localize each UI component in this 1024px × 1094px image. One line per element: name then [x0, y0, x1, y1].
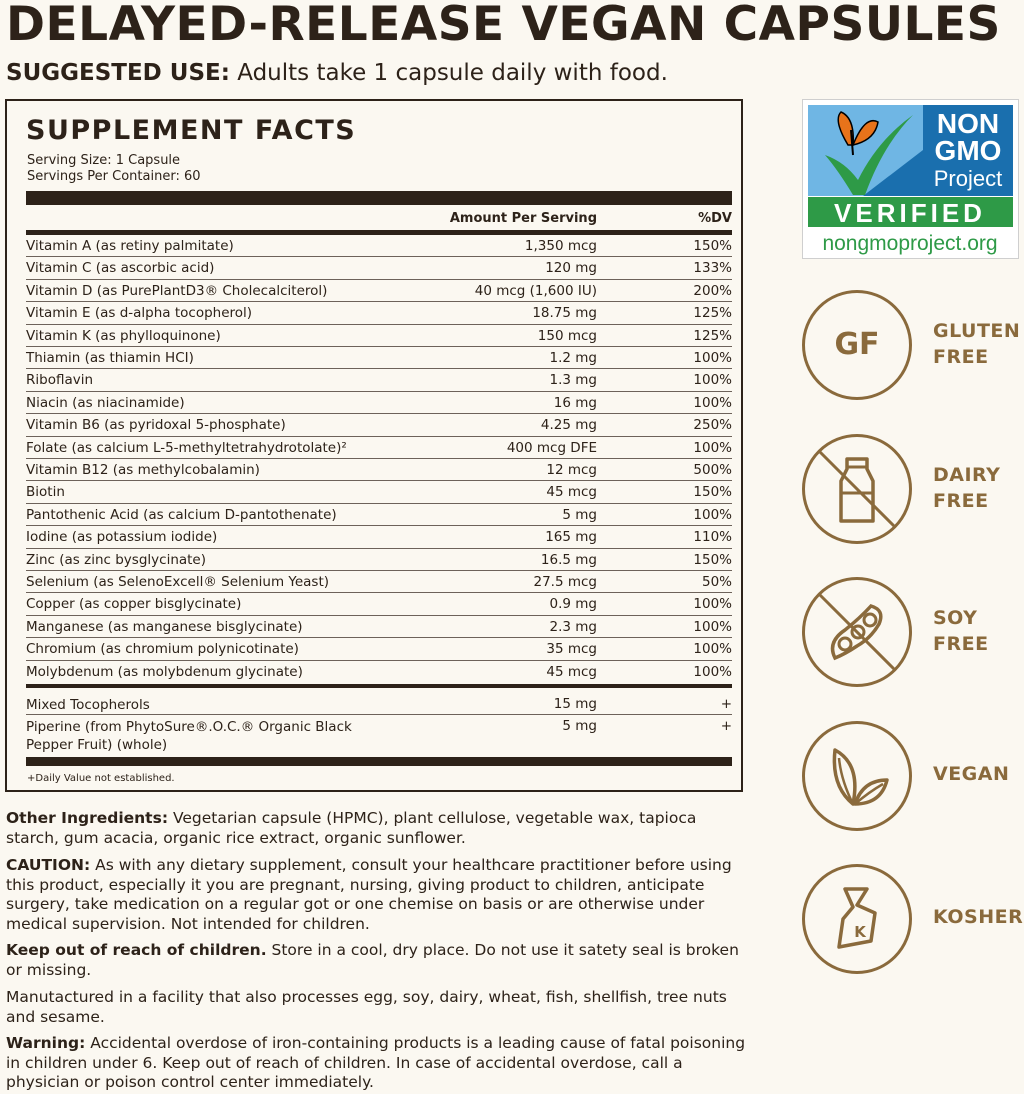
nutrient-amount: 16 mg: [553, 394, 597, 411]
nutrient-dv: 100%: [693, 350, 732, 366]
serving-info: [27, 153, 201, 185]
nutrient-name: Vitamin B6 (as pyridoxal 5-phosphate): [26, 417, 286, 434]
nutrient-name: Molybdenum (as molybdenum glycinate): [26, 663, 303, 680]
nutrient-dv: 100%: [693, 394, 732, 411]
nutrient-amount: 18.75 mg: [532, 305, 597, 322]
facts-row: [26, 504, 732, 526]
nutrient-dv: 500%: [693, 462, 732, 478]
dv-header: %DV: [698, 211, 732, 226]
nutrient-name: Pantothenic Acid (as calcium D-pantothenate): [26, 506, 337, 523]
nutrient-dv: 150%: [693, 238, 732, 254]
nongmo-line3: Project: [933, 166, 1003, 191]
warning-label: Warning:: [6, 1034, 86, 1052]
nutrient-dv: 110%: [693, 529, 732, 546]
nutrient-amount: 16.5 mg: [540, 551, 597, 568]
facts-row: [26, 280, 732, 302]
caution: [6, 856, 746, 934]
nutrient-amount: 165 mg: [545, 529, 597, 546]
facts-row: [26, 459, 732, 481]
nutrient-dv: 100%: [693, 618, 732, 635]
nongmo-line1: NON: [936, 108, 1000, 139]
facts-row: [26, 481, 732, 503]
page-title: DELAYED-RELEASE VEGAN CAPSULES: [6, 0, 1001, 52]
nutrient-dv: 200%: [693, 282, 732, 299]
nutrient-name: Biotin: [26, 484, 65, 501]
nutrient-dv: 150%: [693, 484, 732, 501]
facts-row: [26, 302, 732, 324]
soybean-pod-icon: [805, 580, 909, 684]
facts-row: [26, 257, 732, 279]
nutrient-dv: 133%: [693, 260, 732, 277]
gluten-free-label: [933, 318, 1020, 370]
nutrient-amount: 45 mcg: [546, 484, 597, 501]
supplement-facts-heading: SUPPLEMENT FACTS: [26, 115, 357, 146]
facts-row: [26, 414, 732, 436]
nongmo-url: nongmoproject.org: [822, 232, 998, 255]
serving-size: Serving Size: 1 Capsule: [27, 153, 181, 168]
nutrient-name: Vitamin E (as d-alpha tocopherol): [26, 305, 253, 322]
facts-row: [26, 325, 732, 347]
nutrient-name: Vitamin K (as phylloquinone): [26, 327, 221, 344]
nutrient-name: Vitamin B12 (as methylcobalamin): [26, 462, 260, 478]
nutrient-amount: 5 mg: [562, 506, 597, 523]
ingredient-dv: +: [720, 696, 732, 712]
non-gmo-verified-badge: [802, 99, 1019, 259]
nutrient-amount: 45 mcg: [546, 663, 597, 680]
ingredient-amount: 15 mg: [553, 696, 597, 712]
nutrient-name: Niacin (as niacinamide): [26, 394, 185, 411]
facts-column-header: [26, 208, 732, 230]
keep-out-label: Keep out of reach of children.: [6, 941, 267, 959]
soy-free-label: [933, 605, 989, 657]
nutrient-name: Folate (as calcium L-5-methyltetrahydrotolate)²: [26, 439, 347, 456]
nutrient-dv: 125%: [693, 327, 732, 344]
nutrient-dv: 150%: [693, 551, 732, 568]
non-gmo-logo: [803, 100, 1018, 258]
gluten-label-line1: GLUTEN: [933, 320, 1021, 342]
facts-row: [26, 526, 732, 548]
nutrient-dv: 100%: [693, 372, 732, 389]
nutrient-name: Iodine (as potassium iodide): [26, 529, 218, 546]
nutrient-amount: 2.3 mg: [549, 618, 597, 635]
dairy-free-badge: [802, 434, 1020, 549]
nutrient-dv: 250%: [693, 417, 732, 434]
servings-per-container: Servings Per Container: 60: [27, 169, 201, 184]
dairy-free-label: [933, 462, 1000, 514]
nutrient-name: Vitamin A (as retiny palmitate): [26, 238, 234, 254]
nutrient-dv: 100%: [693, 641, 732, 658]
gluten-label-line2: FREE: [933, 346, 989, 368]
warning-text: Accidental overdose of iron-containing products is a leading cause of fatal poisoning in children under 6. Keep out of reach of children. In case of accidental overdose, call a physician or poison control center immediately.: [6, 1034, 746, 1091]
facts-footnote: +Daily Value not established.: [27, 773, 175, 784]
gluten-free-icon: [802, 290, 912, 400]
dairy-free-icon: [802, 434, 912, 544]
nutrient-amount: 400 mcg DFE: [506, 439, 597, 456]
nutrient-amount: 0.9 mg: [549, 596, 597, 613]
milk-bottle-icon: [805, 437, 909, 541]
facility-notice: Manutactured in a facility that also processes egg, soy, dairy, wheat, fish, shellfish, tree nuts and sesame.: [6, 988, 727, 1026]
nutrient-dv: 100%: [693, 439, 732, 456]
nutrient-name: Manganese (as manganese bisglycinate): [26, 618, 303, 635]
warning: [6, 1034, 746, 1093]
facts-extra-row: [26, 715, 732, 755]
facts-row: [26, 392, 732, 414]
kosher-icon: [802, 864, 912, 974]
facts-row: [26, 369, 732, 391]
kosher-mark-icon: [805, 867, 909, 971]
kosher-mark: K: [854, 923, 866, 941]
soy-label-line2: FREE: [933, 633, 989, 655]
nutrient-name: Zinc (as zinc bysglycinate): [26, 551, 207, 568]
suggested-use-text: Adults take 1 capsule daily with food.: [229, 60, 668, 86]
caution-text: As with any dietary supplement, consult your healthcare practitioner before using this product, especially it you are pregnant, nursing, giving product to children, anticipate surgery, take medication on a regular got or one chemise on basis or are otherwise under medical supervision. Not intended for children.: [6, 856, 732, 933]
nutrient-amount: 150 mcg: [537, 327, 597, 344]
soy-free-icon: [802, 577, 912, 687]
facts-row: [26, 571, 732, 593]
suggested-use: [6, 58, 668, 88]
facts-row: [26, 235, 732, 257]
nongmo-line2: GMO: [934, 135, 1002, 166]
leaf-icon: [805, 724, 909, 828]
nongmo-verified: VERIFIED: [834, 198, 986, 228]
facts-row: [26, 437, 732, 459]
amount-header: Amount Per Serving: [449, 211, 597, 226]
other-ingredients-label: Other Ingredients:: [6, 809, 169, 827]
nutrient-amount: 27.5 mcg: [533, 574, 597, 590]
ingredient-name: Piperine (from PhytoSure®.O.C.® Organic Black Pepper Fruit) (whole): [26, 719, 352, 753]
nutrient-amount: 1.2 mg: [549, 350, 597, 366]
nutrient-amount: 12 mcg: [546, 462, 597, 478]
suggested-use-label: SUGGESTED USE:: [6, 60, 230, 86]
supplement-facts-panel: [5, 99, 743, 792]
nutrient-dv: 100%: [693, 506, 732, 523]
facts-bottom-bar: [26, 757, 732, 766]
facts-mid-bar: [26, 684, 732, 688]
facts-top-bar: [26, 191, 732, 205]
nutrient-dv: 100%: [693, 596, 732, 613]
nutrient-amount: 1,350 mcg: [524, 238, 597, 254]
nutrient-name: Vitamin D (as PurePlantD3® Cholecalciterol): [26, 282, 328, 299]
nutrient-amount: 35 mcg: [546, 641, 597, 658]
nutrient-name: Riboflavin: [26, 372, 94, 389]
nutrient-name: Selenium (as SelenoExcell® Selenium Yeast): [26, 574, 330, 590]
kosher-label: KOSHER: [933, 906, 1024, 928]
nutrient-amount: 40 mcg (1,600 IU): [474, 282, 597, 299]
keep-out-text: Store in a cool, dry place. Do not use it satety seal is broken or missing.: [6, 941, 739, 979]
facts-row: [26, 638, 732, 660]
vegan-leaf-icon: [802, 721, 912, 831]
caution-label: CAUTION:: [6, 856, 91, 874]
gluten-free-abbr: GF: [834, 327, 880, 362]
nutrient-amount: 4.25 mg: [540, 417, 597, 434]
gluten-free-badge: [802, 290, 1020, 405]
other-ingredients-text: Vegetarian capsule (HPMC), plant cellulose, vegetable wax, tapioca starch, gum acacia, organic rice extract, organic sunflower.: [6, 809, 697, 847]
facts-extra-row: [26, 693, 732, 715]
vegan-badge: [802, 721, 1020, 836]
nutrient-dv: 50%: [701, 574, 732, 590]
soy-free-badge: [802, 577, 1020, 692]
nutrient-name: Chromium (as chromium polynicotinate): [26, 641, 299, 658]
facts-row: [26, 661, 732, 683]
facts-row: [26, 593, 732, 615]
nutrient-amount: 1.3 mg: [549, 372, 597, 389]
ingredient-dv: +: [720, 718, 732, 734]
dairy-label-line1: DAIRY: [933, 464, 1001, 486]
dairy-label-line2: FREE: [933, 490, 989, 512]
soy-label-line1: SOY: [933, 607, 978, 629]
kosher-badge: [802, 864, 1024, 979]
nutrient-dv: 125%: [693, 305, 732, 322]
nutrient-amount: 120 mg: [545, 260, 597, 277]
nutrient-dv: 100%: [693, 663, 732, 680]
facts-row: [26, 347, 732, 369]
ingredient-name: Mixed Tocopherols: [26, 697, 150, 713]
ingredient-amount: 5 mg: [562, 718, 597, 734]
nutrient-name: Vitamin C (as ascorbic acid): [26, 260, 215, 277]
nutrient-name: Copper (as copper bisglycinate): [26, 596, 242, 613]
vegan-label: VEGAN: [933, 763, 1010, 785]
facts-row: [26, 549, 732, 571]
nutrient-name: Thiamin (as thiamin HCI): [26, 350, 194, 366]
facts-row: [26, 616, 732, 638]
other-ingredients: [6, 809, 746, 848]
keep-out-of-reach: [6, 941, 746, 980]
